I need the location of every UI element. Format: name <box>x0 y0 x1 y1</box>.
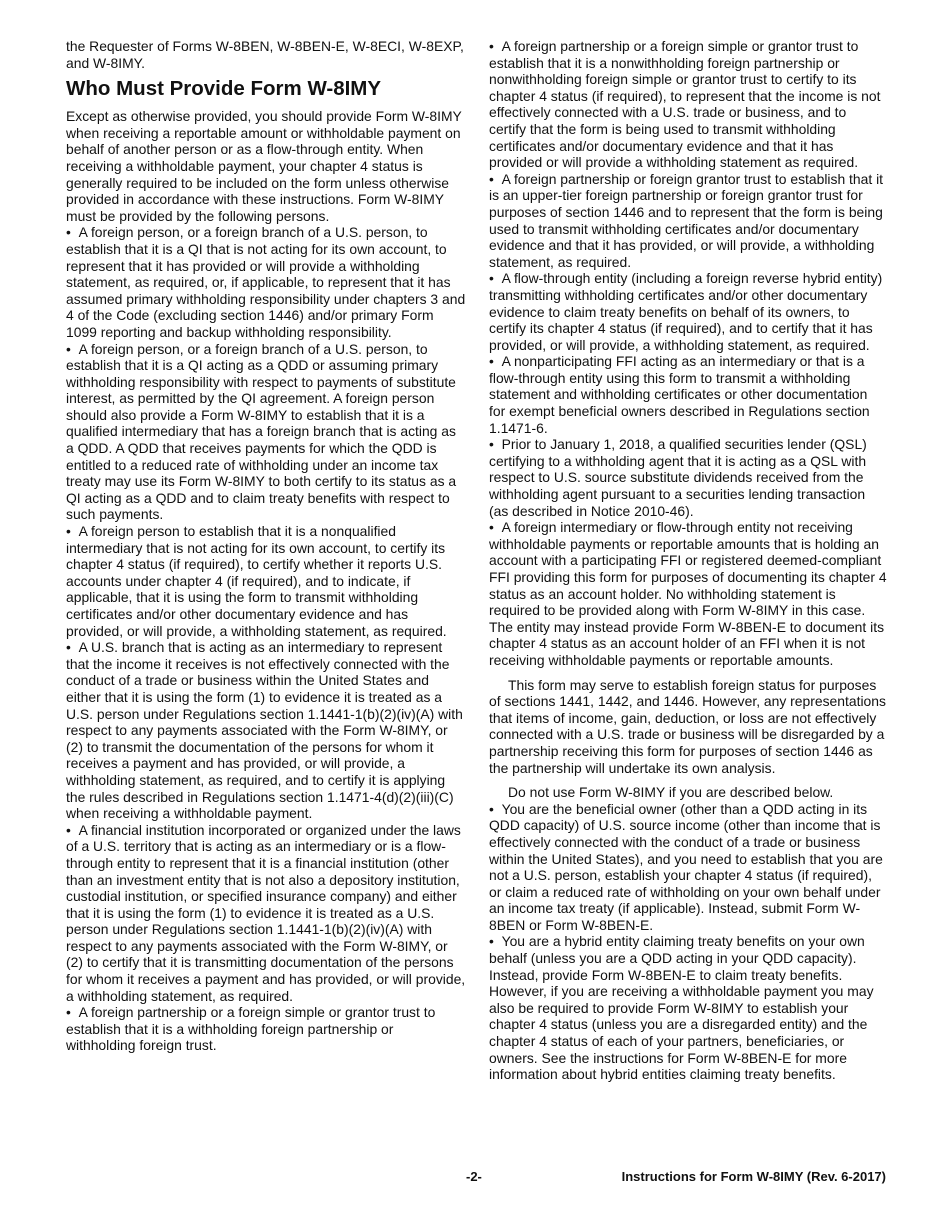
body-paragraph: This form may serve to establish foreign status for purposes of sections 1441, 1442, and 1446. However, any representations that items of income, gain, deduction, or loss are not effectively connected with a U.S. trade or business will be disregarded by a partnership receiving this form for purposes of section 1446 as the partnership will undertake its own analysis. <box>489 676 886 776</box>
bullet-item: • A nonparticipating FFI acting as an intermediary or that is a flow-through entity using this form to transmit a withholding statement and withholding certificates or other documentation for exempt beneficial owners described in Regulations section 1.1471-6. <box>489 353 887 436</box>
right-column <box>489 38 887 1083</box>
bullet-item: • Prior to January 1, 2018, a qualified securities lender (QSL) certifying to a withholding agent that it is acting as a QSL with respect to U.S. source substitute dividends received from the withholding agent pursuant to a securities lending transaction (as described in Notice 2010-46). <box>489 436 887 519</box>
page-number: -2- <box>466 1169 482 1184</box>
bullet-item: • You are a hybrid entity claiming treaty benefits on your own behalf (unless you are a QDD acting in your QDD capacity). Instead, provide Form W-8BEN-E to claim treaty benefits. However, if you are receiving a withholdable payment you may also be required to provide Form W-8IMY to establish your chapter 4 status (unless you are a disregarded entity) and the chapter 4 status of each of your partners, beneficiaries, or owners. See the instructions for Form W-8BEN-E for more information about hybrid entities claiming treaty benefits. <box>489 933 887 1082</box>
bullet-item: • A foreign person, or a foreign branch of a U.S. person, to establish that it is a QI that is not acting for its own account, to represent that it has provided or will provide a withholding statement, as required, or, if applicable, to represent that it has assumed primary withholding responsibility under chapters 3 and 4 of the Code (excluding section 1446) and/or primary Form 1099 reporting and backup withholding responsibility. <box>66 224 466 340</box>
body-paragraph: Do not use Form W-8IMY if you are described below. <box>508 784 834 801</box>
footer-title: Instructions for Form W-8IMY (Rev. 6-2017) <box>621 1169 886 1184</box>
left-column <box>66 38 466 1054</box>
bullet-item: • A foreign partnership or a foreign simple or grantor trust to establish that it is a nonwithholding foreign partnership or nonwithholding foreign simple or grantor trust to certify to its chapter 4 status (if required), to represent that the income is not effectively connected with a U.S. trade or business, and to certify that the form is being used to transmit withholding certificates and/or documentary evidence and that it has provided or will provide a withholding statement as required. <box>489 38 887 171</box>
bullet-item: • A flow-through entity (including a foreign reverse hybrid entity) transmitting withholding certificates and/or other documentary evidence to claim treaty benefits on behalf of its owners, to certify its chapter 4 status (if required), and to certify that it has provided, or will provide, a withholding statement, as required. <box>489 270 887 353</box>
section-heading: Who Must Provide Form W-8IMY <box>66 77 382 101</box>
bullet-item: • A foreign partnership or foreign grantor trust to establish that it is an upper-tier foreign partnership or foreign grantor trust for purposes of section 1446 and to represent that the form is being used to transmit withholding certificates and/or documentary evidence and that it has provided, or will provide, a withholding statement, as required. <box>489 171 887 271</box>
bullet-item: • A financial institution incorporated or organized under the laws of a U.S. territory that is acting as an intermediary or is a flow-through entity to represent that it is a financial institution (other than an investment entity that is not also a depository institution, custodial institution, or specified insurance company) and either that it is using the form (1) to evidence it is treated as a U.S. person under Regulations section 1.1441-1(b)(2)(iv)(A) with respect to any payments associated with the Form W-8IMY, or (2) to certify that it is transmitting documentation of the persons for whom it receives a payment and has provided, or will provide, a withholding statement, as required. <box>66 822 466 1005</box>
bullet-item: • A foreign person, or a foreign branch of a U.S. person, to establish that it is a QI acting as a QDD or assuming primary withholding responsibility with respect to payments of substitute interest, as permitted by the QI agreement. A foreign person should also provide a Form W-8IMY to establish that it is a qualified intermediary that has a foreign branch that is acting as a QDD. A QDD that receives payments for which the QDD is entitled to a reduced rate of withholding under an income tax treaty may use its Form W-8IMY to both certify to its status as a QI acting as a QDD and to claim treaty benefits with respect to such payments. <box>66 341 466 524</box>
bullet-item: • A foreign partnership or a foreign simple or grantor trust to establish that it is a withholding foreign partnership or withholding foreign trust. <box>66 1004 466 1054</box>
bullet-item: • A foreign intermediary or flow-through entity not receiving withholdable payments or reportable amounts that is holding an account with a participating FFI or registered deemed-compliant FFI providing this form for purposes of documenting its chapter 4 status as an account holder. No withholding statement is required to be provided along with Form W-8IMY in this case. The entity may instead provide Form W-8BEN-E to document its chapter 4 status as an account holder of an FFI when it is not receiving withholdable payments or reportable amounts. <box>489 519 887 668</box>
intro-text: the Requester of Forms W-8BEN, W-8BEN-E, W-8ECI, W-8EXP, and W-8IMY. <box>66 38 464 71</box>
body-paragraph: Except as otherwise provided, you should provide Form W-8IMY when receiving a reportable amount or withholdable payment on behalf of another person or as a flow-through entity. When receiving a withholdable payment, your chapter 4 status is generally required to be included on the form unless otherwise provided in accordance with these instructions. Form W-8IMY must be provided by the following persons. <box>66 108 462 224</box>
bullet-item: • A U.S. branch that is acting as an intermediary to represent that the income it receives is not effectively connected with the conduct of a trade or business within the United States and either that it is using the form (1) to evidence it is treated as a U.S. person under Regulations section 1.1441-1(b)(2)(iv)(A) with respect to any payments associated with the Form W-8IMY, or (2) to transmit the documentation of the persons for whom it receives a payment and has provided, or will provide, a withholding statement, as required, and to certify it is applying the rules described in Regulations section 1.1471-4(d)(2)(iii)(C) when receiving a withholdable payment. <box>66 639 466 822</box>
bullet-item: • You are the beneficial owner (other than a QDD acting in its QDD capacity) of U.S. source income (other than income that is effectively connected with the conduct of a trade or business within the United States), and you need to establish that you are not a U.S. person, establish your chapter 4 status (if required), or claim a reduced rate of withholding on your own behalf under an income tax treaty (if applicable). Instead, submit Form W-8BEN or Form W-8BEN-E. <box>489 801 887 934</box>
bullet-item: • A foreign person to establish that it is a nonqualified intermediary that is not acting for its own account, to certify its chapter 4 status (if required), to certify whether it reports U.S. accounts under chapter 4 (if required), and to indicate, if applicable, that it is using the form to transmit withholding certificates and/or other documentary evidence and has provided, or will provide, a withholding statement, as required. <box>66 523 466 639</box>
